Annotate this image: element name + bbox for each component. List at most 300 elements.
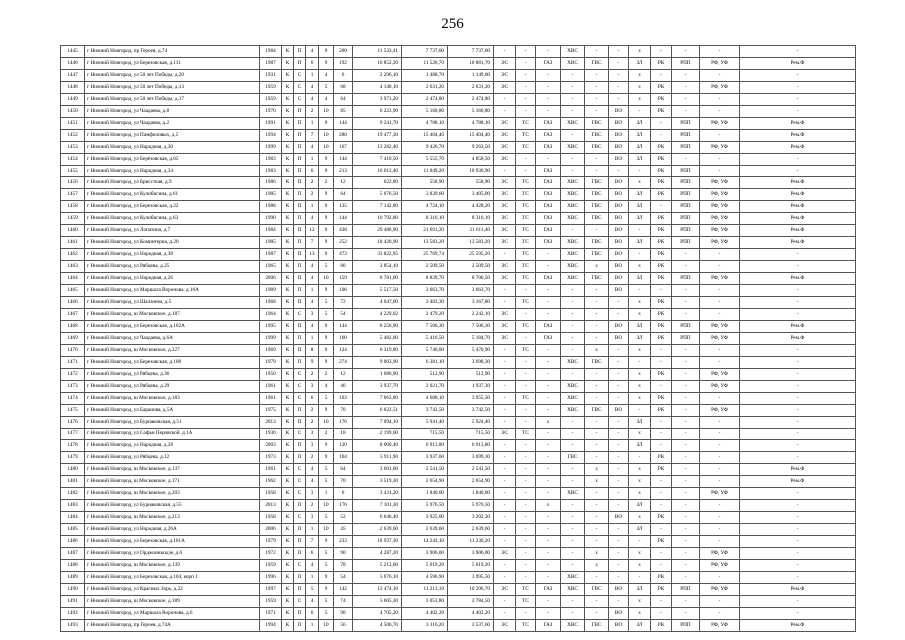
cell-hvs: ХВС — [561, 117, 585, 129]
cell-area_private: 21 611,40 — [448, 225, 494, 237]
cell-material: П — [294, 249, 306, 261]
cell-gaz: - — [536, 452, 561, 464]
cell-rpp: РПП — [672, 619, 700, 631]
cell-floors: 3 — [306, 428, 319, 440]
cell-gaz: - — [536, 524, 561, 536]
cell-floors: 1 — [306, 117, 319, 129]
cell-rpp: - — [672, 452, 700, 464]
cell-vo: ВО — [609, 285, 629, 297]
cell-floors: 1 — [306, 524, 319, 536]
cell-apartments: 144 — [334, 213, 353, 225]
cell-el: ЭС — [494, 117, 516, 129]
cell-year: 1989 — [260, 285, 282, 297]
cell-area_private: 4 788,10 — [448, 117, 494, 129]
cell-rpp: - — [672, 476, 700, 488]
cell-address: г Нижний Новгород, ул Рябцева, д.12 — [85, 452, 260, 464]
cell-rem_f: Рем.Ф — [740, 189, 856, 201]
cell-rk: РК — [651, 237, 672, 249]
cell-area_private: 2 537,60 — [448, 619, 494, 631]
cell-ts: ТС — [516, 595, 536, 607]
cell-rpp: - — [672, 297, 700, 309]
cell-hvs: - — [561, 476, 585, 488]
cell-area_total: 4 229,02 — [353, 308, 402, 320]
cell-floors: 1 — [306, 285, 319, 297]
cell-area_living: 2 479,20 — [402, 308, 448, 320]
cell-row_no: 1446 — [61, 57, 85, 69]
cell-rk: РК — [651, 93, 672, 105]
cell-area_living: 3 925,00 — [402, 512, 448, 524]
cell-gvs: - — [585, 512, 609, 524]
cell-gvs: ГВС — [585, 141, 609, 153]
cell-entrances: 9 — [319, 57, 334, 69]
cell-area_private: 4 858,50 — [448, 153, 494, 165]
table-row — [61, 392, 856, 404]
cell-area_living: 4 596,90 — [402, 571, 448, 583]
housing-registry-table — [60, 45, 856, 632]
cell-material: П — [294, 404, 306, 416]
cell-address: г Нижний Новгород, ул Орджоникидзе, д.6 — [85, 548, 260, 560]
cell-apartments: 54 — [334, 571, 353, 583]
cell-gaz: - — [536, 285, 561, 297]
cell-material: П — [294, 57, 306, 69]
cell-el: ЭС — [494, 69, 516, 81]
cell-area_total: 7 101,30 — [353, 500, 402, 512]
cell-vo: ВО — [609, 105, 629, 117]
cell-entrances: 10 — [319, 129, 334, 141]
cell-area_living: 11 520,70 — [402, 57, 448, 69]
cell-rpp: - — [672, 153, 700, 165]
cell-hvs: ХВС — [561, 141, 585, 153]
cell-hvs: - — [561, 607, 585, 619]
cell-gaz: ГАЗ — [536, 117, 561, 129]
cell-apartments: 438 — [334, 225, 353, 237]
cell-vo: ВО — [609, 261, 629, 273]
cell-rpp: - — [672, 105, 700, 117]
cell-gvs: ГВС — [585, 117, 609, 129]
cell-area_private: 25 595,20 — [448, 249, 494, 261]
cell-address: г Нижний Новгород, ш Московское, д.171 — [85, 476, 260, 488]
cell-year: 1987 — [260, 249, 282, 261]
cell-rf_uf: - — [700, 165, 740, 177]
cell-area_living: 5 160,80 — [402, 105, 448, 117]
cell-gaz: ГАЗ — [536, 583, 561, 595]
cell-rk: - — [651, 46, 672, 58]
cell-floors: 1 — [306, 201, 319, 213]
cell-area_total: 6 646,40 — [353, 512, 402, 524]
cell-company: К — [282, 105, 294, 117]
cell-company: К — [282, 559, 294, 571]
cell-rf_uf: РФ, УФ — [700, 177, 740, 189]
cell-address: г Нижний Новгород, ул Маршала Воронова, д.16А — [85, 285, 260, 297]
cell-year: 1961 — [260, 392, 282, 404]
cell-company: К — [282, 261, 294, 273]
cell-entrances: 9 — [319, 201, 334, 213]
cell-company: К — [282, 344, 294, 356]
cell-address: г Нижний Новгород, ул Кулибисина, д.63 — [85, 213, 260, 225]
cell-el: ЭС — [494, 428, 516, 440]
cell-apartments: 72 — [334, 297, 353, 309]
cell-year: 1958 — [260, 512, 282, 524]
cell-apartments: 192 — [334, 57, 353, 69]
cell-row_no: 1457 — [61, 189, 85, 201]
cell-area_private: 1 149,00 — [448, 69, 494, 81]
cell-rpp: - — [672, 46, 700, 58]
cell-gaz: - — [536, 356, 561, 368]
cell-material: П — [294, 237, 306, 249]
cell-rem_f: - — [740, 93, 856, 105]
cell-rk: РК — [651, 213, 672, 225]
cell-zl: х — [629, 607, 651, 619]
cell-rf_uf: РФ, УФ — [700, 404, 740, 416]
cell-zl: - — [629, 225, 651, 237]
cell-rem_f: - — [740, 69, 856, 81]
cell-rem_f: Рем.Ф — [740, 619, 856, 631]
cell-el: ЭС — [494, 225, 516, 237]
cell-apartments: 64 — [334, 464, 353, 476]
cell-address: г Нижний Новгород, пр Героев, д.74 — [85, 46, 260, 58]
cell-material: П — [294, 153, 306, 165]
cell-hvs: - — [561, 464, 585, 476]
cell-rk: - — [651, 416, 672, 428]
cell-year: 1962 — [260, 476, 282, 488]
cell-area_total: 4 705,20 — [353, 607, 402, 619]
cell-company: К — [282, 153, 294, 165]
cell-area_private: 3 202,30 — [448, 512, 494, 524]
cell-el: - — [494, 249, 516, 261]
cell-year: 1987 — [260, 57, 282, 69]
cell-area_private: 3 955,30 — [448, 392, 494, 404]
cell-entrances: 5 — [319, 595, 334, 607]
cell-ts: - — [516, 476, 536, 488]
table-row — [61, 165, 856, 177]
table-row — [61, 476, 856, 488]
cell-apartments: 106 — [334, 285, 353, 297]
cell-ts: - — [516, 464, 536, 476]
cell-rf_uf: РФ, УФ — [700, 273, 740, 285]
cell-entrances: 2 — [319, 177, 334, 189]
cell-area_private: 5 160,80 — [448, 105, 494, 117]
cell-floors: 4 — [306, 476, 319, 488]
cell-hvs: ХВС — [561, 619, 585, 631]
cell-company: К — [282, 213, 294, 225]
cell-gvs: - — [585, 452, 609, 464]
cell-rpp: - — [672, 368, 700, 380]
cell-address: г Нижний Новгород, пр Героев, д.74А — [85, 619, 260, 631]
cell-floors: 4 — [306, 213, 319, 225]
cell-area_total: 10 792,80 — [353, 213, 402, 225]
cell-floors: 8 — [306, 344, 319, 356]
cell-gvs: ГВС — [585, 249, 609, 261]
cell-entrances: 9 — [319, 356, 334, 368]
cell-floors: 12 — [306, 225, 319, 237]
cell-vo: ВО — [609, 404, 629, 416]
cell-address: г Нижний Новгород, ул Народная, д.26 — [85, 273, 260, 285]
cell-area_total: 3 971,20 — [353, 93, 402, 105]
cell-row_no: 1455 — [61, 165, 85, 177]
cell-row_no: 1460 — [61, 225, 85, 237]
cell-entrances: 9 — [319, 536, 334, 548]
cell-year: 1930 — [260, 428, 282, 440]
cell-rf_uf: - — [700, 595, 740, 607]
cell-area_private: 558,90 — [448, 177, 494, 189]
cell-year: 1964 — [260, 308, 282, 320]
cell-rk: - — [651, 440, 672, 452]
cell-gaz: - — [536, 404, 561, 416]
cell-entrances: 9 — [319, 332, 334, 344]
cell-area_private: 2 474,80 — [448, 93, 494, 105]
cell-floors: 6 — [306, 548, 319, 560]
cell-rf_uf: РФ, УФ — [700, 583, 740, 595]
cell-hvs: ХВС — [561, 583, 585, 595]
cell-apartments: 78 — [334, 559, 353, 571]
cell-row_no: 1462 — [61, 249, 85, 261]
cell-rk: - — [651, 524, 672, 536]
cell-company: К — [282, 141, 294, 153]
cell-row_no: 1467 — [61, 308, 85, 320]
cell-entrances: 10 — [319, 105, 334, 117]
cell-rk: РК — [651, 392, 672, 404]
cell-rpp: - — [672, 308, 700, 320]
cell-entrances: 5 — [319, 392, 334, 404]
cell-entrances: 9 — [319, 285, 334, 297]
cell-apartments: 160 — [334, 332, 353, 344]
cell-apartments: 45 — [334, 524, 353, 536]
cell-row_no: 1478 — [61, 440, 85, 452]
cell-year: 1995 — [260, 320, 282, 332]
cell-vo: - — [609, 93, 629, 105]
cell-row_no: 1463 — [61, 261, 85, 273]
cell-row_no: 1469 — [61, 332, 85, 344]
cell-gvs: ГВС — [585, 356, 609, 368]
cell-apartments: 144 — [334, 320, 353, 332]
cell-address: г Нижний Новгород, ш Московское, д.187 — [85, 308, 260, 320]
table-row — [61, 500, 856, 512]
cell-hvs: - — [561, 548, 585, 560]
cell-address: г Нижний Новгород, ул Березовская, д.104, корп 1 — [85, 571, 260, 583]
cell-el: ЭС — [494, 583, 516, 595]
cell-material: С — [294, 464, 306, 476]
cell-row_no: 1479 — [61, 452, 85, 464]
cell-address: г Нижний Новгород, ул Народная, д.28 — [85, 440, 260, 452]
cell-row_no: 1473 — [61, 380, 85, 392]
cell-rem_f: - — [740, 607, 856, 619]
cell-vo: - — [609, 440, 629, 452]
cell-rem_f: Рем.Ф — [740, 213, 856, 225]
table-row — [61, 320, 856, 332]
cell-company: К — [282, 464, 294, 476]
cell-el: - — [494, 524, 516, 536]
cell-area_private: 1 937,30 — [448, 380, 494, 392]
cell-vo: - — [609, 428, 629, 440]
cell-zl: х — [629, 488, 651, 500]
cell-ts: - — [516, 57, 536, 69]
cell-material: С — [294, 69, 306, 81]
cell-el: - — [494, 536, 516, 548]
cell-hvs: - — [561, 512, 585, 524]
cell-area_total: 18 420,90 — [353, 237, 402, 249]
cell-rem_f: - — [740, 500, 856, 512]
cell-address: г Нижний Новгород, ул Маршала Воронова, д.6 — [85, 607, 260, 619]
cell-rpp: - — [672, 464, 700, 476]
cell-ts: - — [516, 404, 536, 416]
cell-rk: РК — [651, 141, 672, 153]
cell-ts: ТС — [516, 344, 536, 356]
cell-rk: - — [651, 344, 672, 356]
cell-area_living: 2 021,70 — [402, 380, 448, 392]
cell-rpp: РПП — [672, 117, 700, 129]
cell-rpp: РПП — [672, 129, 700, 141]
cell-rem_f: - — [740, 488, 856, 500]
cell-zl: х — [629, 428, 651, 440]
cell-rpp: - — [672, 536, 700, 548]
cell-apartments: 135 — [334, 201, 353, 213]
cell-el: - — [494, 404, 516, 416]
cell-material: П — [294, 320, 306, 332]
cell-rf_uf: РФ, УФ — [700, 117, 740, 129]
cell-el: ЭС — [494, 237, 516, 249]
cell-vo: - — [609, 452, 629, 464]
cell-rk: РК — [651, 464, 672, 476]
cell-rk: РК — [651, 452, 672, 464]
cell-year: 2006 — [260, 273, 282, 285]
cell-rf_uf: РФ, УФ — [700, 225, 740, 237]
cell-area_total: 5 605,30 — [353, 595, 402, 607]
cell-entrances: 9 — [319, 46, 334, 58]
cell-ts: ТС — [516, 213, 536, 225]
cell-vo: - — [609, 297, 629, 309]
cell-rpp: - — [672, 380, 700, 392]
cell-hvs: - — [561, 524, 585, 536]
cell-zl: ЗЛ — [629, 583, 651, 595]
cell-zl: х — [629, 512, 651, 524]
cell-zl: х — [629, 392, 651, 404]
cell-ts: ТС — [516, 320, 536, 332]
cell-area_private: 5 184,70 — [448, 332, 494, 344]
cell-hvs: ХВС — [561, 213, 585, 225]
cell-rpp: РПП — [672, 141, 700, 153]
cell-ts: ТС — [516, 117, 536, 129]
cell-year: 1959 — [260, 595, 282, 607]
cell-rk: - — [651, 488, 672, 500]
cell-area_private: 3 663,70 — [448, 285, 494, 297]
cell-address: г Нижний Новгород, ул Березовская, д.111 — [85, 57, 260, 69]
cell-area_total: 18 937,30 — [353, 536, 402, 548]
cell-floors: 4 — [306, 261, 319, 273]
cell-el: - — [494, 559, 516, 571]
cell-rk: РК — [651, 297, 672, 309]
cell-gaz: ГАЗ — [536, 141, 561, 153]
cell-year: 2013 — [260, 416, 282, 428]
cell-floors: 6 — [306, 165, 319, 177]
cell-area_living: 11 213,10 — [402, 583, 448, 595]
table-row — [61, 297, 856, 309]
cell-year: 1983 — [260, 165, 282, 177]
cell-address: г Нижний Новгород, ул Берёзовская, д.65 — [85, 153, 260, 165]
cell-floors: 3 — [306, 308, 319, 320]
cell-zl: ЗЛ — [629, 273, 651, 285]
cell-rk: - — [651, 548, 672, 560]
table-row — [61, 332, 856, 344]
cell-hvs: ХВС — [561, 237, 585, 249]
cell-rf_uf: - — [700, 261, 740, 273]
cell-el: ЭС — [494, 261, 516, 273]
cell-rf_uf: РФ, УФ — [700, 81, 740, 93]
cell-floors: 4 — [306, 464, 319, 476]
cell-year: 1950 — [260, 368, 282, 380]
cell-zl: ЗЛ — [629, 619, 651, 631]
cell-area_living: 558,90 — [402, 177, 448, 189]
table-row — [61, 129, 856, 141]
cell-floors: 4 — [306, 273, 319, 285]
cell-floors: 2 — [306, 452, 319, 464]
cell-year: 1988 — [260, 201, 282, 213]
cell-hvs: - — [561, 105, 585, 117]
table-row — [61, 93, 856, 105]
cell-apartments: 142 — [334, 583, 353, 595]
cell-vo: ВО — [609, 512, 629, 524]
cell-zl: ЗЛ — [629, 213, 651, 225]
cell-el: - — [494, 452, 516, 464]
cell-gvs: - — [585, 536, 609, 548]
cell-rem_f: - — [740, 536, 856, 548]
cell-year: 2003 — [260, 440, 282, 452]
cell-area_total: 9 241,70 — [353, 117, 402, 129]
cell-apartments: 103 — [334, 392, 353, 404]
cell-area_living: 6 913,80 — [402, 440, 448, 452]
table-row — [61, 464, 856, 476]
cell-area_total: 16 852,20 — [353, 57, 402, 69]
cell-company: К — [282, 332, 294, 344]
cell-gaz: ГАЗ — [536, 320, 561, 332]
cell-zl: - — [629, 249, 651, 261]
table-row — [61, 428, 856, 440]
cell-entrances: 5 — [319, 607, 334, 619]
cell-apartments: 280 — [334, 129, 353, 141]
cell-floors: 9 — [306, 356, 319, 368]
cell-company: К — [282, 177, 294, 189]
cell-rf_uf: - — [700, 129, 740, 141]
cell-area_total: 33 822,95 — [353, 249, 402, 261]
table-row — [61, 536, 856, 548]
cell-floors: 6 — [306, 57, 319, 69]
cell-area_living: 3 483,30 — [402, 297, 448, 309]
cell-row_no: 1470 — [61, 344, 85, 356]
cell-area_living: 1 488,70 — [402, 69, 448, 81]
cell-gaz: ГАЗ — [536, 213, 561, 225]
cell-floors: 2 — [306, 500, 319, 512]
cell-company: К — [282, 488, 294, 500]
cell-gaz: ГАЗ — [536, 201, 561, 213]
cell-material: С — [294, 81, 306, 93]
cell-year: 1973 — [260, 452, 282, 464]
cell-area_private: 2 242,10 — [448, 308, 494, 320]
cell-rem_f: Рем.Ф — [740, 129, 856, 141]
cell-rpp: - — [672, 69, 700, 81]
cell-row_no: 1481 — [61, 476, 85, 488]
cell-rem_f: Рем.Ф — [740, 464, 856, 476]
cell-year: 1999 — [260, 332, 282, 344]
cell-rpp: - — [672, 404, 700, 416]
cell-zl: х — [629, 344, 651, 356]
cell-gvs: - — [585, 571, 609, 583]
cell-hvs: - — [561, 332, 585, 344]
cell-ts: ТС — [516, 177, 536, 189]
cell-ts: - — [516, 308, 536, 320]
cell-ts: - — [516, 559, 536, 571]
cell-rk: РК — [651, 177, 672, 189]
cell-address: г Нижний Новгород, ш Московское, д.139 — [85, 559, 260, 571]
cell-area_private: 2 654,90 — [448, 476, 494, 488]
